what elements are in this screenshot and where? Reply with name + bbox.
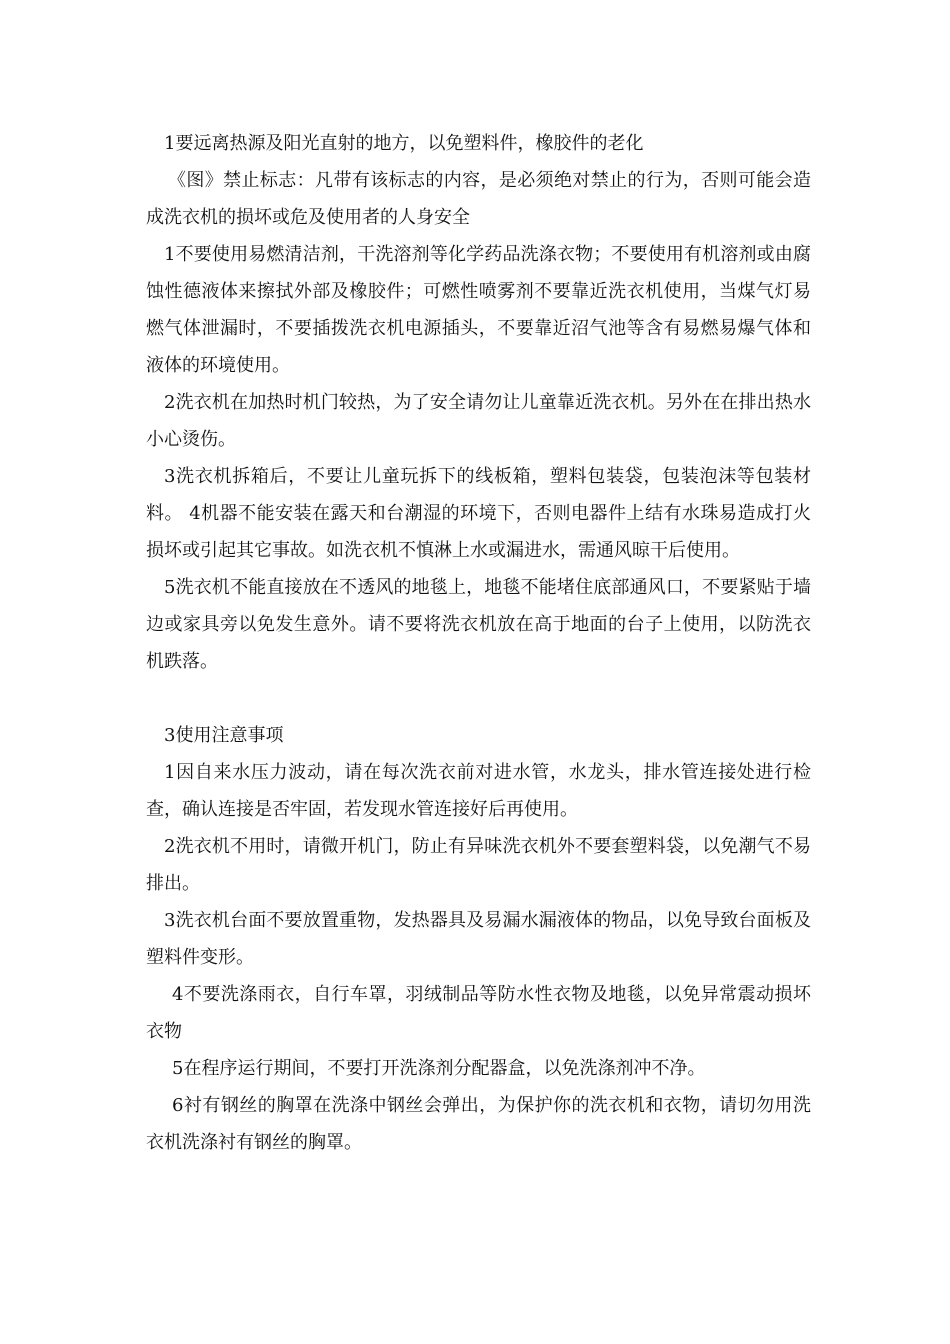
paragraph-door-hot: 2洗衣机在加热时机门较热，为了安全请勿让儿童靠近洗衣机。另外在在排出热水小心烫伤。 — [146, 392, 811, 450]
paragraph-water-pressure: 1因自来水压力波动，请在每次洗衣前对进水管，水龙头，排水管连接处进行检查，确认连接是否牢固，若发现水管连接好后再使用。 — [146, 762, 811, 820]
paragraph-flammable-cleaners: 1不要使用易燃清洁剂，干洗溶剂等化学药品洗涤衣物；不要使用有机溶剂或由腐蚀性德液体来擦拭外部及橡胶件；可燃性喷雾剂不要靠近洗衣机使用，当煤气灯易燃气体泄漏时，不要插拨洗衣机电源插头，不要靠近沼气池等含有易燃易爆气体和液体的环境使用。 — [146, 244, 811, 376]
paragraph-door-open: 2洗衣机不用时，请微开机门，防止有异味洗衣机外不要套塑料袋，以免潮气不易排出。 — [146, 836, 811, 894]
paragraph-placement: 5洗衣机不能直接放在不透风的地毯上，地毯不能堵住底部通风口，不要紧贴于墙边或家具旁以免发生意外。请不要将洗衣机放在高于地面的台子上使用，以防洗衣机跌落。 — [146, 577, 811, 672]
paragraph-underwire: 6衬有钢丝的胸罩在洗涤中钢丝会弹出，为保护你的洗衣机和衣物，请切勿用洗衣机洗涤衬有钢丝的胸罩。 — [146, 1095, 811, 1153]
paragraph-top-panel: 3洗衣机台面不要放置重物，发热器具及易漏水漏液体的物品，以免导致台面板及塑料件变形。 — [146, 910, 811, 968]
paragraph-detergent-box: 5在程序运行期间，不要打开洗涤剂分配器盒，以免洗涤剂冲不净。 — [172, 1058, 706, 1079]
paragraph-spacer — [146, 680, 811, 717]
document-body — [146, 125, 811, 1161]
paragraph-prohibition-sign: 《图》禁止标志：凡带有该标志的内容，是必须绝对禁止的行为，否则可能会造成洗衣机的损坏或危及使用者的人身安全 — [146, 170, 811, 228]
paragraph-waterproof-items: 4不要洗涤雨衣，自行车罩，羽绒制品等防水性衣物及地毯，以免异常震动损坏衣物 — [146, 984, 811, 1042]
section-title: 3使用注意事项 — [164, 725, 284, 746]
paragraph-heat-source: 1要远离热源及阳光直射的地方，以免塑料件，橡胶件的老化 — [164, 133, 644, 154]
paragraph-packaging: 3洗衣机拆箱后，不要让儿童玩拆下的线板箱，塑料包装袋，包装泡沫等包装材料。 4机器不能安装在露天和台潮湿的环境下，否则电器件上结有水珠易造成打火损坏或引起其它事故。如洗衣机不慎淋上水或漏进水，需通风晾干后使用。 — [146, 466, 811, 561]
